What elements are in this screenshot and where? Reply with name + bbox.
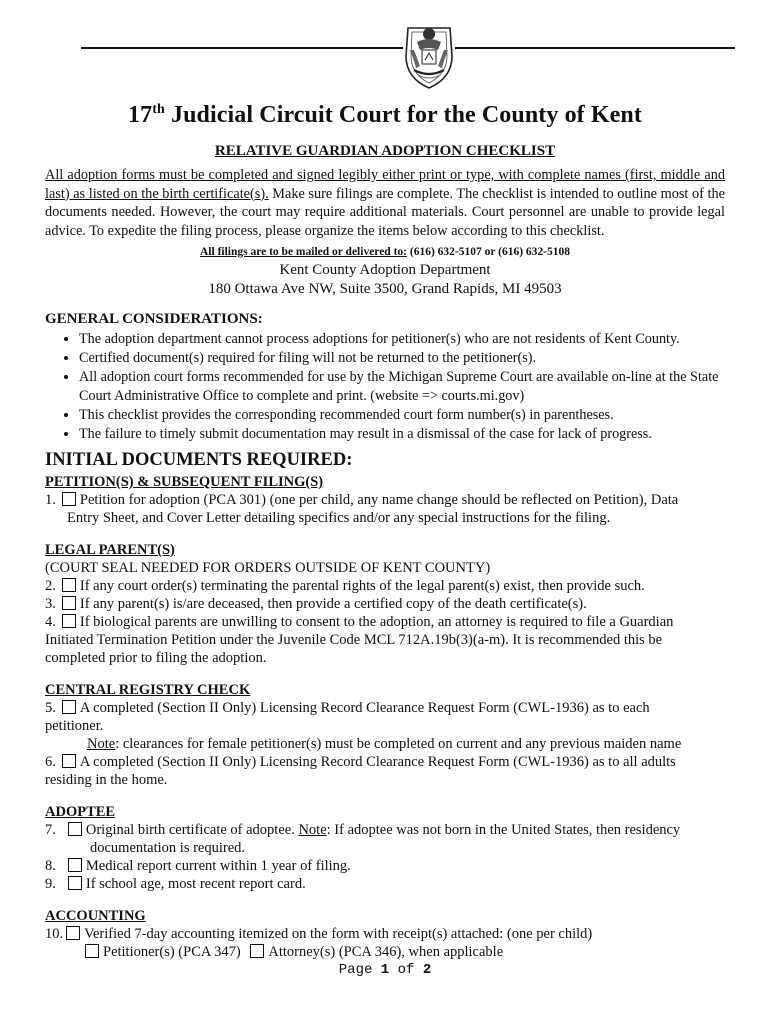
checklist-item-7 xyxy=(45,821,725,857)
checklist-title: RELATIVE GUARDIAN ADOPTION CHECKLIST xyxy=(214,143,556,159)
item-text: Medical report current within 1 year of filing. xyxy=(85,858,351,874)
header-seal-row xyxy=(45,0,725,96)
item-number: 7. xyxy=(45,822,56,838)
section-title: ADOPTEE xyxy=(45,804,116,820)
checklist-item-9 xyxy=(45,875,725,893)
item-number: 9. xyxy=(45,876,56,892)
note-text: : clearances for female petitioner(s) must be completed on current and any previous maiden name xyxy=(115,736,682,752)
item-text: A completed (Section II Only) Licensing Record Clearance Request Form (CWL-1936) as to all adults xyxy=(79,754,676,770)
mailing-dept: Kent County Adoption Department xyxy=(279,262,491,278)
section-title: ACCOUNTING xyxy=(45,908,146,924)
court-title-number: 17 xyxy=(128,102,153,128)
item-text-continued: petitioner. xyxy=(45,718,104,734)
checkbox[interactable] xyxy=(250,944,264,958)
section-legal-parents xyxy=(45,541,725,667)
list-item: • The adoption department cannot process adoptions for petitioner(s) who are not residents of Kent County. xyxy=(79,330,725,349)
item-text: If any parent(s) is/are deceased, then provide a certified copy of the death certificate(s). xyxy=(79,596,587,612)
list-item: • All adoption court forms recommended for use by the Michigan Supreme Court are available on-line at the State Court Administrative Office to complete and print. (website => courts.mi.gov) xyxy=(79,368,725,406)
checkbox[interactable] xyxy=(85,944,99,958)
intro-rest: Make sure filings are complete. The checklist is intended to outline most of the documents needed. However, the court may require additional materials. Court personnel are unable to provide legal advice. To expedite the filing process, please organize the items below according to this checklist. xyxy=(45,185,725,239)
checklist-item-1 xyxy=(45,491,725,527)
option-petitioner: Petitioner(s) (PCA 347) xyxy=(103,944,241,960)
item-number: 3. xyxy=(45,596,56,612)
section-title: PETITION(S) & SUBSEQUENT FILING(S) xyxy=(45,474,324,490)
page-total: 2 xyxy=(422,962,432,978)
item-number: 5. xyxy=(45,700,56,716)
item-note-label: Note xyxy=(298,822,327,838)
court-title-text: Judicial Circuit Court for the County of Kent xyxy=(164,102,642,128)
mailing-phones: (616) 632-5107 or (616) 632-5108 xyxy=(406,246,570,258)
court-title-ordinal: th xyxy=(152,102,165,117)
option-attorney: Attorney(s) (PCA 346), when applicable xyxy=(268,944,504,960)
checkbox[interactable] xyxy=(62,700,76,714)
intro-paragraph xyxy=(45,166,725,240)
item-number: 6. xyxy=(45,754,56,770)
checkbox[interactable] xyxy=(68,822,82,836)
mailing-line xyxy=(45,246,725,258)
mailing-street: 180 Ottawa Ave NW, Suite 3500, Grand Rapids, MI 49503 xyxy=(208,281,562,297)
checkbox[interactable] xyxy=(62,492,76,506)
checklist-item-4 xyxy=(45,613,725,667)
checkbox[interactable] xyxy=(62,754,76,768)
checkbox[interactable] xyxy=(62,596,76,610)
item-text: Petition for adoption (PCA 301) (one per child, any name change should be reflected on Petition), Data xyxy=(79,492,679,508)
item-text: A completed (Section II Only) Licensing Record Clearance Request Form (CWL-1936) as to each xyxy=(79,700,650,716)
item-text-continued: residing in the home. xyxy=(45,772,168,788)
page-footer xyxy=(0,962,770,978)
note-label: Note xyxy=(87,736,116,752)
list-item: • Certified document(s) required for filing will not be returned to the petitioner(s). xyxy=(79,349,725,368)
item-text: If school age, most recent report card. xyxy=(85,876,306,892)
checkbox[interactable] xyxy=(62,614,76,628)
section-title: LEGAL PARENT(S) xyxy=(45,542,175,558)
checklist-item-8 xyxy=(45,857,725,875)
item-number: 8. xyxy=(45,858,56,874)
item-number: 2. xyxy=(45,578,56,594)
item-text-continued: documentation is required. xyxy=(90,840,246,856)
initial-documents-title: INITIAL DOCUMENTS REQUIRED: xyxy=(45,450,353,470)
item-number: 1. xyxy=(45,492,56,508)
list-item: • The failure to timely submit documentation may result in a dismissal of the case for lack of progress. xyxy=(79,425,725,444)
of-word: of xyxy=(389,962,423,978)
checkbox[interactable] xyxy=(66,926,80,940)
checklist-item-2 xyxy=(45,577,725,595)
mailing-label: All filings are to be mailed or delivered to: xyxy=(200,246,407,258)
section-adoptee xyxy=(45,803,725,893)
checkbox[interactable] xyxy=(68,876,82,890)
clearance-note xyxy=(45,735,725,753)
section-title: CENTRAL REGISTRY CHECK xyxy=(45,682,251,698)
checkbox[interactable] xyxy=(68,858,82,872)
list-item: • This checklist provides the corresponding recommended court form number(s) in parentheses. xyxy=(79,406,725,425)
checkbox[interactable] xyxy=(62,578,76,592)
general-considerations-list xyxy=(45,330,725,444)
item-text-continued: Entry Sheet, and Cover Letter detailing specifics and/or any special instructions for the filing. xyxy=(67,510,611,526)
header-rule-right xyxy=(455,47,735,49)
item-text: Verified 7-day accounting itemized on the form with receipt(s) attached: (one per child) xyxy=(84,926,593,942)
item-number: 10. xyxy=(45,926,64,942)
item-text: If any court order(s) terminating the parental rights of the legal parent(s) exist, then provide such. xyxy=(79,578,645,594)
item-text-continued: Initiated Termination Petition under the Juvenile Code MCL 712A.19b(3)(a-m). It is recommended this be completed prior to filing the adoption. xyxy=(45,632,663,666)
item-text: : If adoptee was not born in the United States, then residency xyxy=(326,822,681,838)
michigan-seal-icon xyxy=(400,20,458,90)
checklist-item-3 xyxy=(45,595,725,613)
accounting-options xyxy=(45,943,725,961)
mailing-address xyxy=(45,261,725,299)
section-petition xyxy=(45,473,725,527)
item-number: 4. xyxy=(45,614,56,630)
item-text: If biological parents are unwilling to consent to the adoption, an attorney is required to file a Guardian xyxy=(79,614,674,630)
intro-underlined: All adoption forms must be completed and signed legibly either print or type, with complete names (first, middle and last) as listed on the birth certificate(s). xyxy=(45,167,725,202)
page-word: Page xyxy=(338,962,381,978)
section-note: (COURT SEAL NEEDED FOR ORDERS OUTSIDE OF KENT COUNTY) xyxy=(45,560,491,576)
section-central-registry xyxy=(45,681,725,789)
page-number: 1 xyxy=(380,962,390,978)
checklist-item-5 xyxy=(45,699,725,735)
general-considerations-title: GENERAL CONSIDERATIONS: xyxy=(45,311,263,327)
section-accounting xyxy=(45,907,725,961)
item-text: Original birth certificate of adoptee. xyxy=(85,822,299,838)
header-rule-left xyxy=(81,47,403,49)
court-title xyxy=(45,102,725,129)
checklist-item-6 xyxy=(45,753,725,789)
checklist-item-10 xyxy=(45,925,725,943)
